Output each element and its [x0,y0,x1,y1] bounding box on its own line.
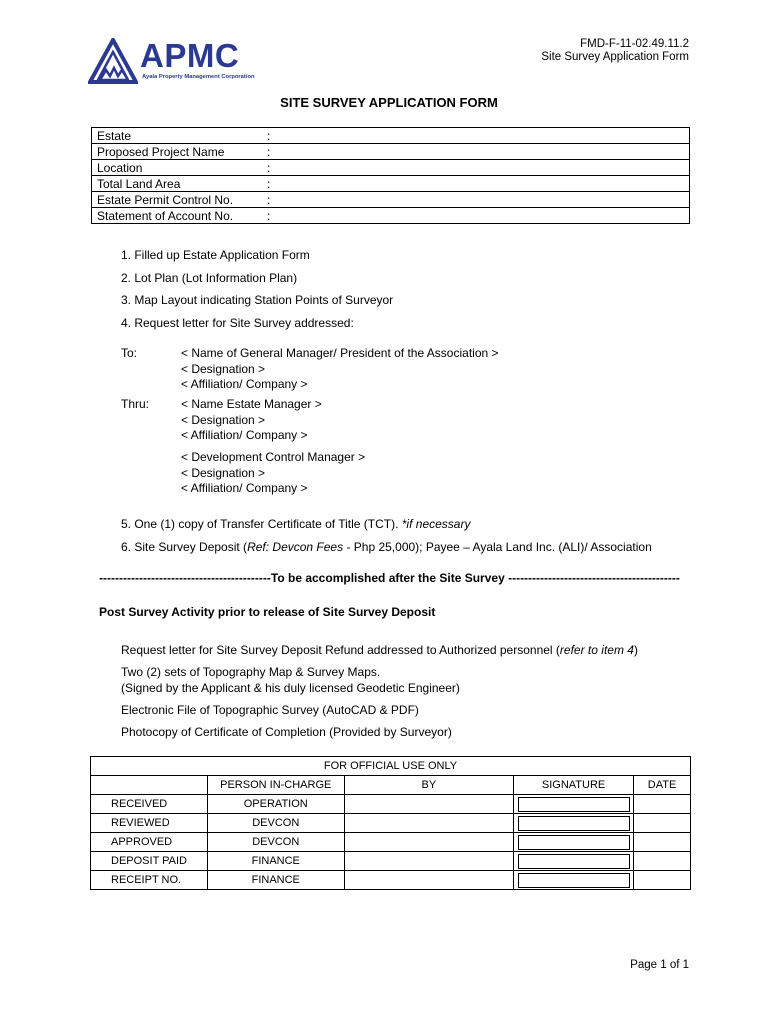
stage-cell: DEPOSIT PAID [91,852,208,871]
info-row-land-area [92,176,690,192]
post-survey-item-1-pre: Request letter for Site Survey Deposit Refund addressed to Authorized personnel ( [121,643,560,657]
table-row [91,814,691,833]
stage-cell: REVIEWED [91,814,208,833]
info-value-field[interactable]: : [262,160,690,176]
address-line: < Name Estate Manager > [181,397,322,411]
person-cell: FINANCE [207,852,344,871]
column-header: SIGNATURE [514,776,634,795]
requirement-item-1: 1. Filled up Estate Application Form [121,248,310,262]
post-survey-item-1-ref: refer to item 4 [559,643,634,657]
signature-box[interactable] [518,835,630,850]
signature-box[interactable] [518,873,630,888]
requirement-item-6-pre: 6. Site Survey Deposit ( [121,540,248,554]
official-use-title: FOR OFFICIAL USE ONLY [91,757,691,776]
date-cell[interactable] [634,795,691,814]
address-to-lines [181,346,499,393]
post-survey-heading: Post Survey Activity prior to release of Site Survey Deposit [99,605,436,619]
logo-wordmark: APMC [140,37,240,74]
official-use-header-row [91,776,691,795]
requirement-item-5 [121,517,470,531]
address-line: < Designation > [181,465,266,480]
address-line: < Affiliation/ Company > [181,481,308,495]
person-cell: DEVCON [207,814,344,833]
address-line: < Development Control Manager > [181,450,366,464]
post-survey-item-4: Photocopy of Certificate of Completion (Provided by Surveyor) [121,725,452,739]
official-use-table [90,756,691,890]
info-row-project-name [92,144,690,160]
address-thru2-lines [181,450,365,497]
info-label: Total Land Area [92,176,263,192]
info-value-field[interactable]: : [262,176,690,192]
post-survey-item-2-line1: Two (2) sets of Topography Map & Survey Maps. [121,665,381,679]
info-row-permit-no [92,192,690,208]
signature-cell [514,833,634,852]
info-label: Statement of Account No. [92,208,263,224]
info-row-account-no [92,208,690,224]
document-code-block [541,38,689,64]
post-survey-item-3: Electronic File of Topographic Survey (AutoCAD & PDF) [121,703,419,717]
signature-cell [514,795,634,814]
by-cell[interactable] [344,871,513,890]
date-cell[interactable] [634,833,691,852]
signature-cell [514,814,634,833]
person-cell: FINANCE [207,871,344,890]
form-title: SITE SURVEY APPLICATION FORM [280,95,498,110]
column-header: PERSON IN-CHARGE [207,776,344,795]
info-value-field[interactable]: : [262,208,690,224]
requirement-item-6 [121,540,652,554]
requirement-item-5-note: *if necessary [401,517,471,531]
post-survey-item-1 [121,642,638,658]
info-value-field[interactable]: : [262,128,690,144]
address-thru-lines [181,397,322,444]
page-number: Page 1 of 1 [630,959,689,971]
project-info-table [91,127,690,224]
signature-box[interactable] [518,797,630,812]
info-row-estate [92,128,690,144]
address-to-label: To: [121,346,138,360]
by-cell[interactable] [344,852,513,871]
address-line: < Designation > [181,361,266,376]
info-label: Proposed Project Name [92,144,263,160]
requirement-item-3: 3. Map Layout indicating Station Points of Surveyor [121,293,394,307]
by-cell[interactable] [344,833,513,852]
by-cell[interactable] [344,795,513,814]
info-row-location [92,160,690,176]
date-cell[interactable] [634,852,691,871]
signature-cell [514,852,634,871]
table-row [91,871,691,890]
post-survey-item-2-line2: (Signed by the Applicant & his duly licensed Geodetic Engineer) [121,681,460,695]
table-row [91,833,691,852]
date-cell[interactable] [634,871,691,890]
info-label: Location [92,160,263,176]
table-row [91,852,691,871]
column-header: DATE [634,776,691,795]
address-line: < Affiliation/ Company > [181,377,308,391]
info-label: Estate Permit Control No. [92,192,263,208]
column-header: BY [344,776,513,795]
info-value-field[interactable]: : [262,192,690,208]
stage-cell: RECEIVED [91,795,208,814]
official-use-title-row [91,757,691,776]
post-survey-item-2 [121,664,460,696]
date-cell[interactable] [634,814,691,833]
requirement-item-5-text: 5. One (1) copy of Transfer Certificate of Title (TCT). [121,517,402,531]
document-code: FMD-F-11-02.49.11.2 [580,38,689,50]
section-divider: -------------------------------------------To be accomplished after the Site Survey ------------------------------------------- [99,571,680,585]
column-header [91,776,208,795]
info-value-field[interactable]: : [262,144,690,160]
person-cell: OPERATION [207,795,344,814]
address-thru-label: Thru: [121,397,150,411]
info-label: Estate [92,128,263,144]
signature-box[interactable] [518,854,630,869]
person-cell: DEVCON [207,833,344,852]
requirement-item-2: 2. Lot Plan (Lot Information Plan) [121,271,298,285]
by-cell[interactable] [344,814,513,833]
document-name: Site Survey Application Form [541,51,689,63]
post-survey-item-1-post: ) [633,643,638,657]
stage-cell: RECEIPT NO. [91,871,208,890]
signature-box[interactable] [518,816,630,831]
address-line: < Designation > [181,412,266,427]
signature-cell [514,871,634,890]
apmc-logo-mark-icon [88,38,138,84]
logo-subtitle: Ayala Property Management Corporation [142,74,255,80]
requirement-item-6-post: - Php 25,000); Payee – Ayala Land Inc. (ALI)/ Association [343,540,652,554]
stage-cell: APPROVED [91,833,208,852]
address-line: < Name of General Manager/ President of the Association > [181,346,499,360]
address-line: < Affiliation/ Company > [181,428,308,442]
requirement-item-6-ref: Ref: Devcon Fees [247,540,344,554]
apmc-logo [88,36,258,86]
table-row [91,795,691,814]
requirement-item-4: 4. Request letter for Site Survey addressed: [121,316,354,330]
